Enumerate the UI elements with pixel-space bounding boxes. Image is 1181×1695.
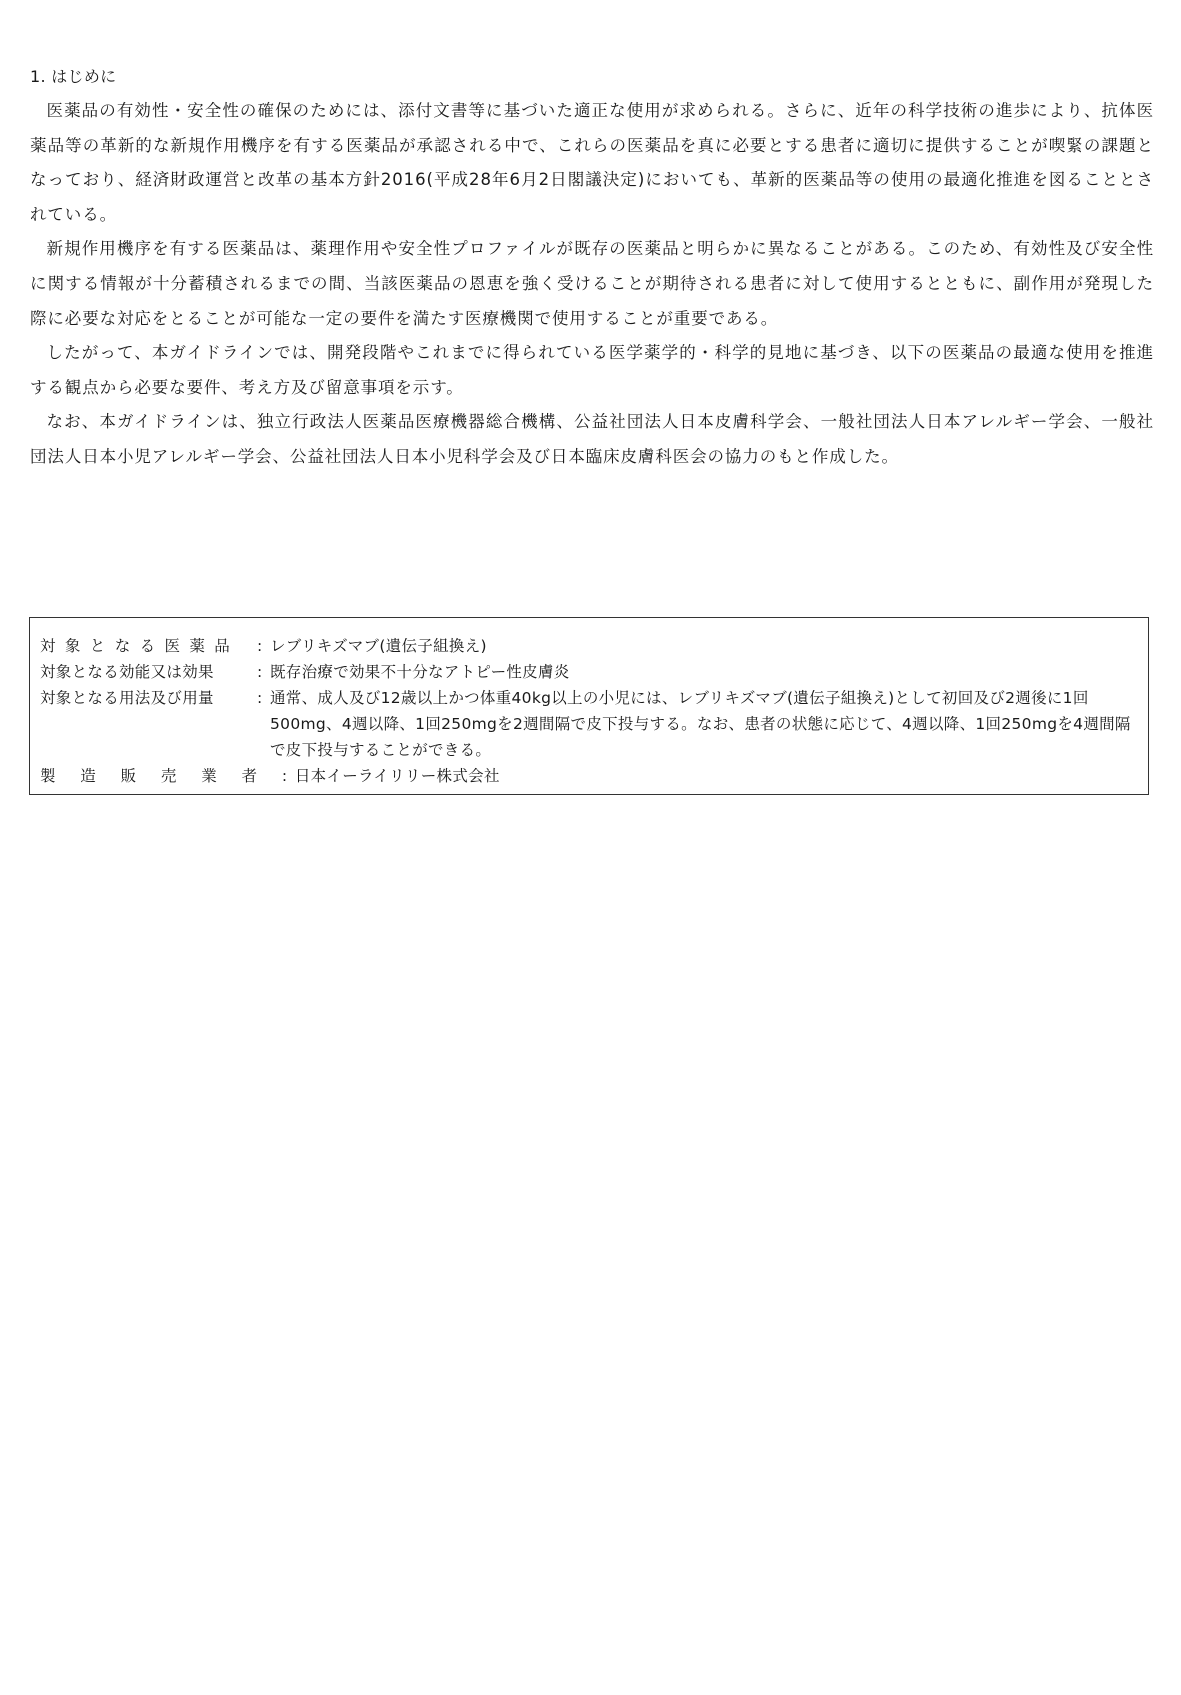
info-value-dosage: 通常、成人及び12歳以上かつ体重40kg以上の小児には、レブリキズマブ(遺伝子組換え)として初回及び2週後に1回500mg、4週以降、1回250mgを2週間隔で皮下投与する。なお、患者の状態に応じて、4週以降、1回250mgを4週間隔で皮下投与することができる。 <box>270 689 1131 759</box>
info-label-manufacturer: 製造販売業者 <box>40 767 282 785</box>
intro-body <box>30 94 1154 475</box>
info-label-indication: 対象となる効能又は効果 <box>40 663 214 681</box>
paragraph-efficacy-safety: 医薬品の有効性・安全性の確保のためには、添付文書等に基づいた適正な使用が求められる。さらに、近年の科学技術の進歩により、抗体医薬品等の革新的な新規作用機序を有する医薬品が承認される中で、これらの医薬品を真に必要とする患者に適切に提供することが喫緊の課題となっており、経済財政運営と改革の基本方針2016(平成28年6月2日閣議決定)においても、革新的医薬品等の使用の最適化推進を図ることとされている。 <box>30 101 1154 224</box>
info-row-dosage <box>40 685 1138 763</box>
paragraph-novel-mechanism: 新規作用機序を有する医薬品は、薬理作用や安全性プロファイルが既存の医薬品と明らかに異なることがある。このため、有効性及び安全性に関する情報が十分蓄積されるまでの間、当該医薬品の恩恵を強く受けることが期待される患者に対して使用するとともに、副作用が発現した際に必要な対応をとることが可能な一定の要件を満たす医療機関で使用することが重要である。 <box>30 239 1154 328</box>
section-heading: 1. はじめに <box>30 67 117 86</box>
paragraph-guideline-purpose: したがって、本ガイドラインでは、開発段階やこれまでに得られている医学薬学的・科学的見地に基づき、以下の医薬品の最適な使用を推進する観点から必要な要件、考え方及び留意事項を示す。 <box>30 343 1154 397</box>
info-colon: : <box>257 637 263 655</box>
info-value-indication: 既存治療で効果不十分なアトピー性皮膚炎 <box>270 663 570 681</box>
info-colon: : <box>281 767 288 785</box>
info-colon: : <box>257 663 263 681</box>
info-value-manufacturer: 日本イーライリリー株式会社 <box>294 767 500 785</box>
drug-info-box <box>29 617 1149 795</box>
info-row-drug <box>40 633 1138 659</box>
info-label-dosage: 対象となる用法及び用量 <box>40 689 214 707</box>
info-colon: : <box>257 689 263 707</box>
info-label-drug: 対象となる医薬品 <box>40 637 240 655</box>
info-row-manufacturer <box>40 763 1138 789</box>
info-row-indication <box>40 659 1138 685</box>
paragraph-cooperation: なお、本ガイドラインは、独立行政法人医薬品医療機器総合機構、公益社団法人日本皮膚科学会、一般社団法人日本アレルギー学会、一般社団法人日本小児アレルギー学会、公益社団法人日本小児科学会及び日本臨床皮膚科医会の協力のもと作成した。 <box>30 412 1154 466</box>
info-value-drug: レブリキズマブ(遺伝子組換え) <box>270 637 487 655</box>
